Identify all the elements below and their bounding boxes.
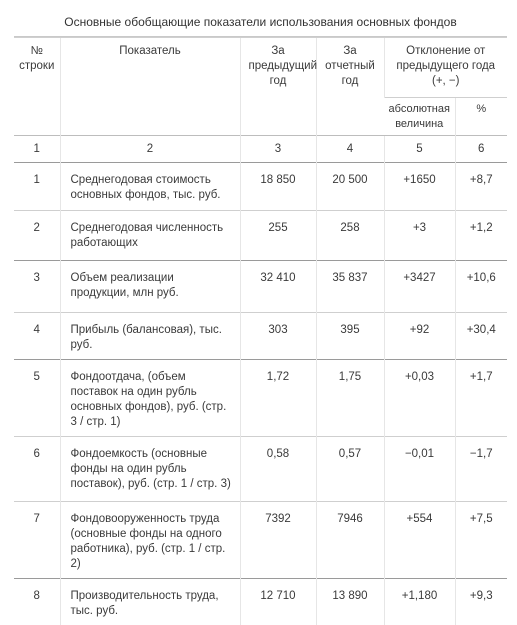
row-abs: +554 xyxy=(384,502,455,579)
row-prev: 18 850 xyxy=(240,163,316,211)
row-indicator: Фондоемкость (основные фонды на один рубль поставок), руб. (стр. 1 / стр. 3) xyxy=(60,437,240,502)
row-number: 7 xyxy=(14,502,60,579)
table-row xyxy=(14,502,507,579)
row-pct: +7,5 xyxy=(455,502,507,579)
document-table-block xyxy=(14,8,507,625)
row-prev: 12 710 xyxy=(240,579,316,625)
row-pct: +10,6 xyxy=(455,261,507,313)
row-curr: 35 837 xyxy=(316,261,384,313)
table-row xyxy=(14,211,507,261)
row-abs: −0,01 xyxy=(384,437,455,502)
row-curr: 258 xyxy=(316,211,384,261)
header-deviation: Отклонение от предыдущего года (+, −) xyxy=(384,38,507,98)
row-pct: +1,7 xyxy=(455,360,507,437)
row-pct: +30,4 xyxy=(455,313,507,360)
table-row xyxy=(14,163,507,211)
row-number: 5 xyxy=(14,360,60,437)
row-abs: +1650 xyxy=(384,163,455,211)
header-absolute: абсолютная величина xyxy=(384,98,455,136)
column-numbers-row xyxy=(14,136,507,163)
row-indicator: Производительность труда, тыс. руб. xyxy=(60,579,240,625)
header-percent: % xyxy=(455,98,507,136)
table-row xyxy=(14,579,507,625)
row-prev: 1,72 xyxy=(240,360,316,437)
col-number: 1 xyxy=(14,136,60,163)
row-abs: +3427 xyxy=(384,261,455,313)
row-abs: +92 xyxy=(384,313,455,360)
row-number: 1 xyxy=(14,163,60,211)
col-number: 3 xyxy=(240,136,316,163)
row-indicator: Прибыль (балансовая), тыс. руб. xyxy=(60,313,240,360)
row-abs: +3 xyxy=(384,211,455,261)
header-indicator: Показатель xyxy=(60,38,240,136)
row-curr: 0,57 xyxy=(316,437,384,502)
row-indicator: Объем реализации продукции, млн руб. xyxy=(60,261,240,313)
row-abs: +1,180 xyxy=(384,579,455,625)
col-number: 6 xyxy=(455,136,507,163)
header-prev-year: За предыдущий год xyxy=(240,38,316,136)
row-number: 6 xyxy=(14,437,60,502)
row-pct: +1,2 xyxy=(455,211,507,261)
row-number: 4 xyxy=(14,313,60,360)
row-prev: 32 410 xyxy=(240,261,316,313)
row-number: 3 xyxy=(14,261,60,313)
row-prev: 255 xyxy=(240,211,316,261)
row-curr: 395 xyxy=(316,313,384,360)
row-indicator: Среднегодовая стоимость основных фондов, тыс. руб. xyxy=(60,163,240,211)
row-prev: 303 xyxy=(240,313,316,360)
row-number: 8 xyxy=(14,579,60,625)
table-title: Основные обобщающие показатели использования основных фондов xyxy=(14,8,507,37)
header-row-no: № строки xyxy=(14,38,60,136)
row-number: 2 xyxy=(14,211,60,261)
row-pct: +9,3 xyxy=(455,579,507,625)
table-row xyxy=(14,313,507,360)
col-number: 4 xyxy=(316,136,384,163)
row-indicator: Фондовооруженность труда (основные фонды на одного работника), руб. (стр. 1 / стр. 2) xyxy=(60,502,240,579)
row-curr: 20 500 xyxy=(316,163,384,211)
row-abs: +0,03 xyxy=(384,360,455,437)
col-number: 2 xyxy=(60,136,240,163)
row-indicator: Фондоотдача, (объем поставок на один рубль основных фондов), руб. (стр. 3 / стр. 1) xyxy=(60,360,240,437)
row-prev: 0,58 xyxy=(240,437,316,502)
row-curr: 7946 xyxy=(316,502,384,579)
row-curr: 13 890 xyxy=(316,579,384,625)
row-indicator: Среднегодовая численность работающих xyxy=(60,211,240,261)
table-row xyxy=(14,360,507,437)
table-row xyxy=(14,437,507,502)
col-number: 5 xyxy=(384,136,455,163)
row-pct: +8,7 xyxy=(455,163,507,211)
table-row xyxy=(14,261,507,313)
row-curr: 1,75 xyxy=(316,360,384,437)
row-pct: −1,7 xyxy=(455,437,507,502)
header-curr-year: За отчетный год xyxy=(316,38,384,136)
row-prev: 7392 xyxy=(240,502,316,579)
indicators-table xyxy=(14,37,507,625)
